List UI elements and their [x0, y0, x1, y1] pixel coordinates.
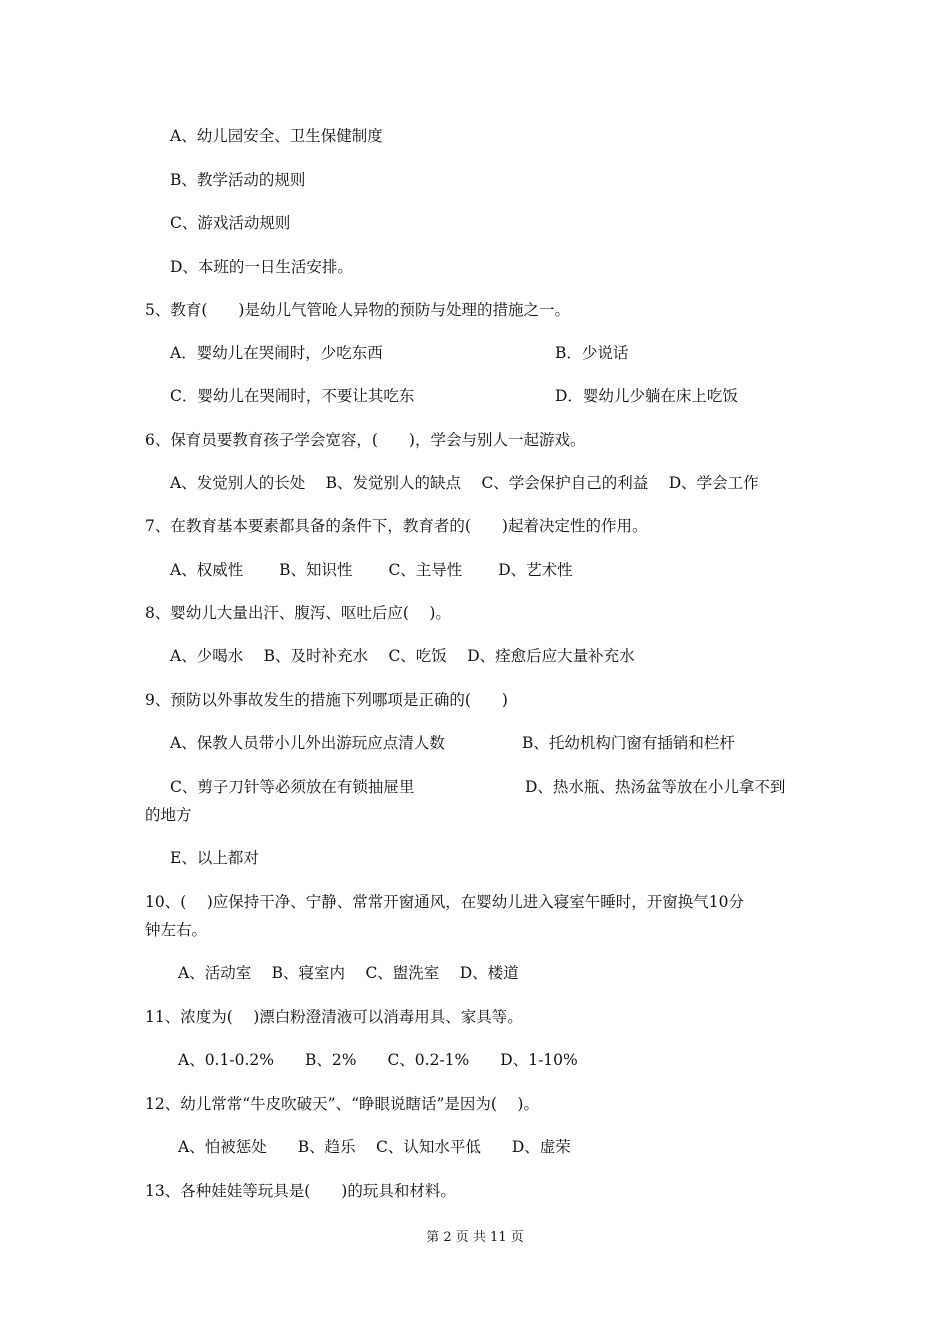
q11-options: A、0.1-0.2% B、2% C、0.2-1% D、1-10% — [178, 1051, 578, 1069]
q10-stem: 10、( )应保持干净、宁静、常常开窗通风，在婴幼儿进入寝室午睡时，开窗换气10分 — [145, 893, 744, 911]
q5-option-a: A．婴幼儿在哭闹时，少吃东西 — [170, 344, 383, 362]
q9-option-d-continued: 的地方 — [145, 806, 192, 824]
q5-option-c: C．婴幼儿在哭闹时，不要让其吃东 — [170, 387, 415, 405]
q7-stem: 7、在教育基本要素都具备的条件下，教育者的( )起着决定性的作用。 — [145, 517, 648, 535]
q5-option-b: B．少说话 — [555, 344, 629, 362]
q9-option-b: B、托幼机构门窗有插销和栏杆 — [522, 734, 735, 752]
q12-options: A、怕被惩处 B、趋乐 C、认知水平低 D、虚荣 — [178, 1138, 571, 1156]
q5-option-d: D．婴幼儿少躺在床上吃饭 — [555, 387, 738, 405]
q8-stem: 8、婴幼儿大量出汗、腹泻、呕吐后应( )。 — [145, 604, 451, 622]
q12-stem: 12、幼儿常常“牛皮吹破天”、“睁眼说瞎话”是因为( )。 — [145, 1095, 539, 1113]
q4-option-b: B、教学活动的规则 — [170, 171, 306, 189]
q4-option-c: C、游戏活动规则 — [170, 214, 291, 232]
q13-stem: 13、各种娃娃等玩具是( )的玩具和材料。 — [145, 1182, 456, 1200]
q4-option-d: D、本班的一日生活安排。 — [170, 258, 353, 276]
q6-stem: 6、保育员要教育孩子学会宽容，( )，学会与别人一起游戏。 — [145, 431, 586, 449]
q11-stem: 11、浓度为( )漂白粉澄清液可以消毒用具、家具等。 — [145, 1008, 523, 1026]
q9-stem: 9、预防以外事故发生的措施下列哪项是正确的( ) — [145, 691, 508, 709]
q9-option-a: A、保教人员带小儿外出游玩应点清人数 — [170, 734, 445, 752]
q6-options: A、发觉别人的长处 B、发觉别人的缺点 C、学会保护自己的利益 D、学会工作 — [170, 474, 759, 492]
q5-stem: 5、教育( )是幼儿气管呛人异物的预防与处理的措施之一。 — [145, 301, 570, 319]
q4-option-a: A、幼儿园安全、卫生保健制度 — [170, 127, 383, 145]
q7-options: A、权威性 B、知识性 C、主导性 D、艺术性 — [170, 561, 573, 579]
q10-options: A、活动室 B、寝室内 C、盥洗室 D、楼道 — [178, 964, 519, 982]
q10-stem-continued: 钟左右。 — [145, 921, 208, 939]
q9-option-d: D、热水瓶、热汤盆等放在小儿拿不到 — [525, 778, 786, 796]
q9-option-c: C、剪子刀针等必须放在有锁抽屉里 — [170, 778, 415, 796]
q8-options: A、少喝水 B、及时补充水 C、吃饭 D、痊愈后应大量补充水 — [170, 647, 635, 665]
page-number-footer: 第 2 页 共 11 页 — [426, 1230, 524, 1245]
q9-option-e: E、以上都对 — [170, 849, 259, 867]
